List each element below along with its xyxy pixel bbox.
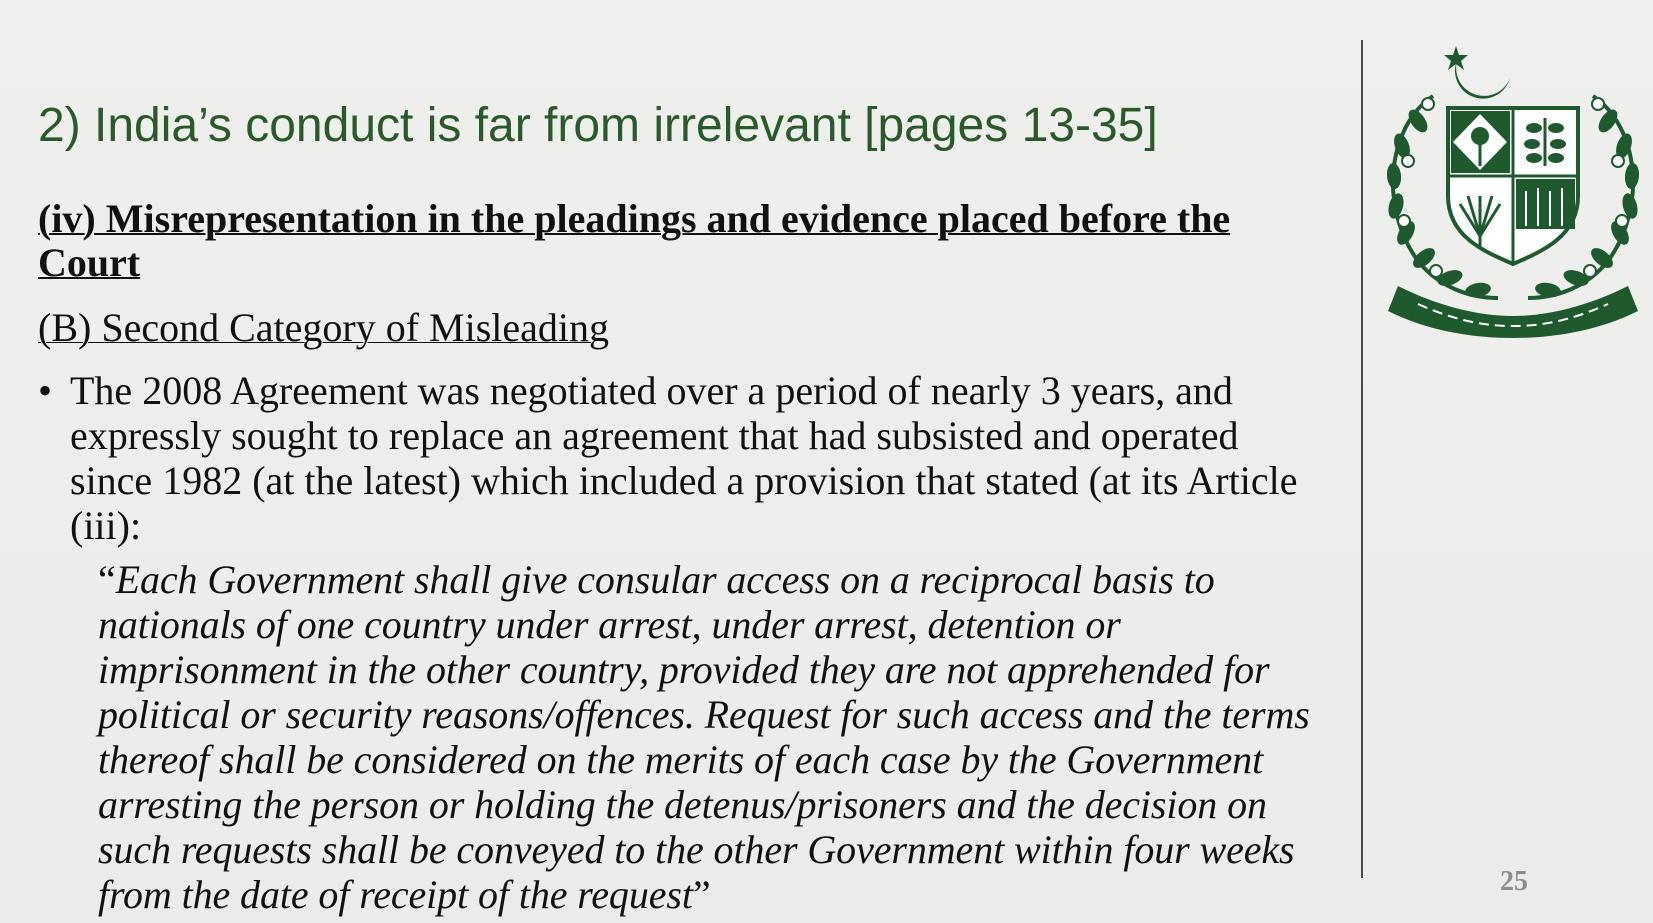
quote-text: Each Government shall give consular access on a reciprocal basis to nationals of one country under arrest, under arrest, detention or imprisonment in the other country, provided they are not apprehended for political or security reasons/offences. Request for such access and the terms thereof shall be considered on the merits of each case by the Government arresting the person or holding the detenus/prisoners and the decision on such requests shall be conveyed to the other Government within four weeks from the date of receipt of the request	[98, 557, 1310, 917]
vertical-divider	[1361, 40, 1363, 878]
section-heading: (iv) Misrepresentation in the pleadings and evidence placed before the Court	[38, 196, 1231, 285]
quote-block	[98, 557, 1348, 917]
state-emblem-icon	[1378, 36, 1648, 346]
quote-close-mark: ”	[692, 872, 711, 917]
bullet-icon: •	[38, 368, 53, 413]
bullet-item	[38, 368, 1328, 548]
page-number: 25	[1500, 866, 1528, 897]
quote-open-mark: “	[98, 557, 116, 602]
subsection-heading: (B) Second Category of Misleading	[38, 305, 609, 350]
slide-title: 2) India’s conduct is far from irrelevant [pages 13-35]	[38, 99, 1158, 152]
bullet-text: The 2008 Agreement was negotiated over a period of nearly 3 years, and expressly sought to replace an agreement that had subsisted and operated since 1982 (at the latest) which included a provision that stated (at its Article (iii):	[70, 368, 1298, 548]
